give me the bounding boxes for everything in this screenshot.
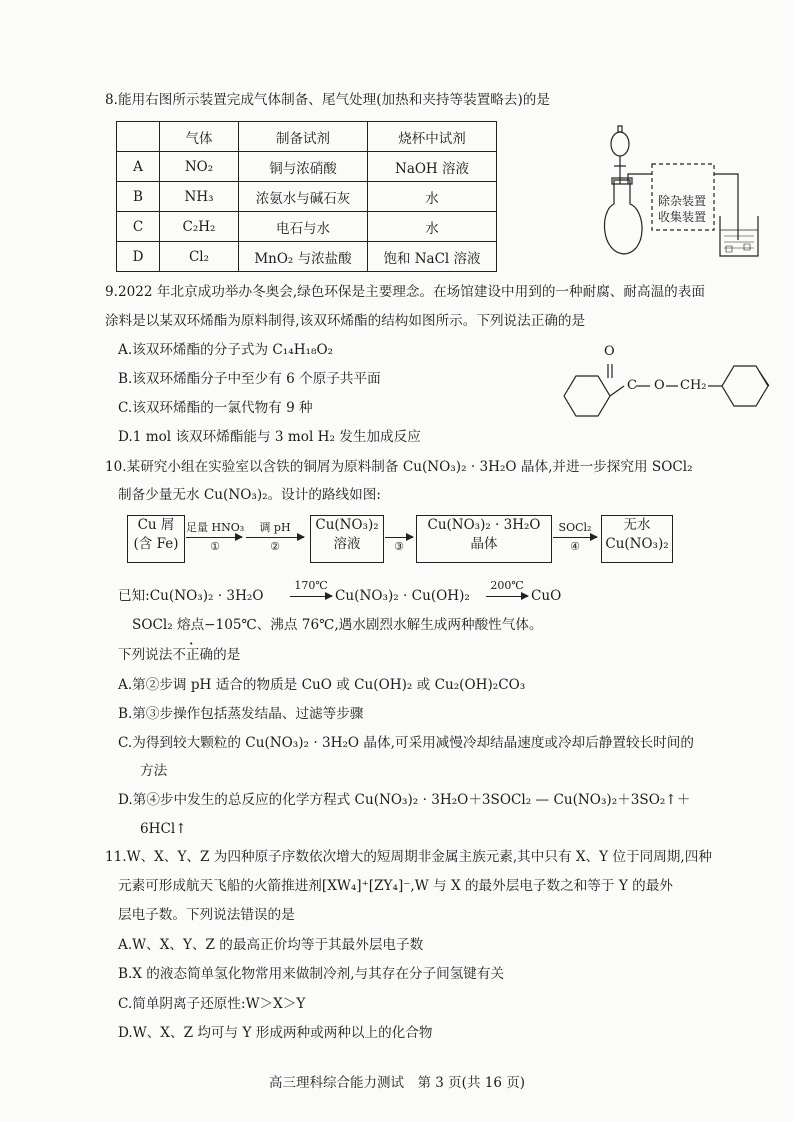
flow-box-solution-line1: Cu(NO₃)₂ [315, 517, 379, 533]
flow-box-cu-line1: Cu 屑 [137, 517, 175, 533]
flow-box-crystal-line2: 晶体 [470, 536, 498, 552]
table-cell: C [117, 212, 160, 242]
q10-ask-prefix: 下列说法 [118, 647, 173, 663]
flow-box-cu [127, 515, 185, 563]
q11-option-b: B.X 的液态简单氢化物常用来做制冷剂,与其存在分子间氢键有关 [118, 966, 505, 982]
page-footer: 高三理科综合能力测试 第 3 页(共 16 页) [269, 1075, 525, 1091]
q11-option-c: C.简单阴离子还原性:W＞X＞Y [118, 996, 306, 1012]
q10-ask [118, 646, 240, 664]
struct-ester-o: O [654, 378, 665, 393]
flow-box-crystal-line1: Cu(NO₃)₂ · 3H₂O [427, 517, 541, 533]
flow-step3: ③ [394, 540, 404, 553]
apparatus-label-2: 收集装置 [658, 210, 707, 224]
table-row [117, 152, 497, 182]
q8-stem: 8.能用右图所示装置完成气体制备、尾气处理(加热和夹持等装置略去)的是 [105, 92, 550, 108]
flow-step2-bottom: ② [270, 540, 280, 553]
flow-step4-bottom: ④ [570, 540, 580, 553]
q11-line-2: 元素可形成航天飞船的火箭推进剂[XW₄]⁺[ZY₄]⁻,W 与 X 的最外层电子数之和等于 Y 的最外 [118, 878, 673, 894]
q10-option-a: A.第②步调 pH 适合的物质是 CuO 或 Cu(OH)₂ 或 Cu₂(OH)₂CO₃ [118, 677, 526, 693]
gas-apparatus-diagram [598, 118, 778, 268]
table-cell: NO₂ [160, 152, 239, 182]
q10-option-d-line1: D.第④步中发生的总反应的化学方程式 Cu(NO₃)₂ · 3H₂O＋3SOCl₂ — Cu(NO₃)₂＋3SO₂↑＋ [118, 792, 691, 808]
table-cell: NaOH 溶液 [368, 152, 497, 182]
table-cell: NH₃ [160, 182, 239, 212]
q9-option-b: B.该双环烯酯分子中至少有 6 个原子共平面 [118, 371, 381, 387]
struct-carbonyl-o: O [604, 344, 615, 359]
flow-arrow-3 [385, 537, 413, 538]
table-cell: 铜与浓硝酸 [239, 152, 368, 182]
q11-option-a: A.W、X、Y、Z 的最高正价均等于其最外层电子数 [118, 937, 424, 953]
table-cell: 电石与水 [239, 212, 368, 242]
known-temp-1: 170℃ [294, 579, 328, 592]
known-temp-2: 200℃ [490, 579, 524, 592]
q9-option-d: D.1 mol 该双环烯酯能与 3 mol H₂ 发生加成反应 [118, 429, 421, 445]
q11-line-3: 层电子数。下列说法错误的是 [118, 907, 295, 923]
flow-step4-top: SOCl₂ [558, 521, 592, 534]
flow-box-crystal [416, 515, 552, 563]
table-cell: MnO₂ 与浓盐酸 [239, 242, 368, 272]
known-arrow-1 [290, 596, 332, 597]
q9-line-2: 涂料是以某双环烯酯为原料制得,该双环烯酯的结构如图所示。下列说法正确的是 [105, 313, 586, 329]
table-cell: Cl₂ [160, 242, 239, 272]
apparatus-label-1: 除杂装置 [658, 194, 707, 208]
table-header-cell: 气体 [160, 122, 239, 152]
table-cell: D [117, 242, 160, 272]
q10-ask-emphasis: 不正确 [172, 647, 214, 663]
flow-arrow-2 [246, 537, 304, 538]
flow-step1-top: 足量 HNO₃ [186, 521, 245, 534]
flow-box-solution [310, 515, 384, 563]
q10-option-c-line1: C.为得到较大颗粒的 Cu(NO₃)₂ · 3H₂O 晶体,可采用减慢冷却结晶速度或冷却后静置较长时间的 [118, 735, 694, 751]
flow-box-solution-line2: 溶液 [333, 536, 361, 552]
q10-known-end: CuO [531, 588, 562, 604]
q10-line-2: 制备少量无水 Cu(NO₃)₂。设计的路线如图: [118, 487, 381, 503]
q10-option-d-line2: 6HCl↑ [140, 821, 187, 837]
q9-option-a: A.该双环烯酯的分子式为 C₁₄H₁₈O₂ [118, 342, 334, 358]
table-row [117, 212, 497, 242]
table-cell: 浓氨水与碱石灰 [239, 182, 368, 212]
table-header-cell: 烧杯中试剂 [368, 122, 497, 152]
bicyclic-ester-structure [552, 338, 782, 438]
flow-box-anhydrous [601, 515, 673, 563]
flow-box-anhydrous-line1: 无水 [623, 517, 651, 533]
struct-carbon: C [627, 378, 637, 393]
q10-ask-suffix: 的是 [213, 647, 241, 663]
flow-box-cu-line2: (含 Fe) [133, 536, 179, 552]
table-header-row [117, 122, 497, 152]
q10-socl2-info: SOCl₂ 熔点−105℃、沸点 76℃,遇水剧烈水解生成两种酸性气体。 [132, 617, 543, 633]
table-cell: 饱和 NaCl 溶液 [368, 242, 497, 272]
table-header-cell [117, 122, 160, 152]
flow-step2-top: 调 pH [259, 521, 291, 534]
q9-line-1: 9.2022 年北京成功举办冬奥会,绿色环保是主要理念。在场馆建设中用到的一种耐腐、耐高温的表面 [105, 284, 705, 300]
table-cell: 水 [368, 182, 497, 212]
table-header-cell: 制备试剂 [239, 122, 368, 152]
table-cell: 水 [368, 212, 497, 242]
q10-line-1: 10.某研究小组在实验室以含铁的铜屑为原料制备 Cu(NO₃)₂ · 3H₂O 晶体,并进一步探究用 SOCl₂ [105, 459, 693, 475]
table-cell: B [117, 182, 160, 212]
q11-option-d: D.W、X、Z 均可与 Y 形成两种或两种以上的化合物 [118, 1025, 433, 1041]
table-cell: C₂H₂ [160, 212, 239, 242]
q10-known-prefix: 已知:Cu(NO₃)₂ · 3H₂O [118, 588, 264, 604]
q11-line-1: 11.W、X、Y、Z 为四种原子序数依次增大的短周期非金属主族元素,其中只有 X、Y 位于同周期,四种 [105, 849, 712, 865]
q10-option-c-line2: 方法 [140, 763, 168, 779]
flow-step1-bottom: ① [210, 540, 220, 553]
flow-arrow-1 [186, 537, 242, 538]
struct-ch2: CH₂ [680, 378, 707, 393]
q10-option-b: B.第③步操作包括蒸发结晶、过滤等步骤 [118, 706, 364, 722]
flow-box-anhydrous-line2: Cu(NO₃)₂ [605, 536, 669, 552]
table-row [117, 182, 497, 212]
q8-table [116, 121, 497, 272]
q10-known-mid: Cu(NO₃)₂ · Cu(OH)₂ [335, 588, 470, 604]
table-row [117, 242, 497, 272]
q9-option-c: C.该双环烯酯的一氯代物有 9 种 [118, 400, 313, 416]
flow-arrow-4 [553, 537, 597, 538]
known-arrow-2 [486, 596, 528, 597]
table-cell: A [117, 152, 160, 182]
